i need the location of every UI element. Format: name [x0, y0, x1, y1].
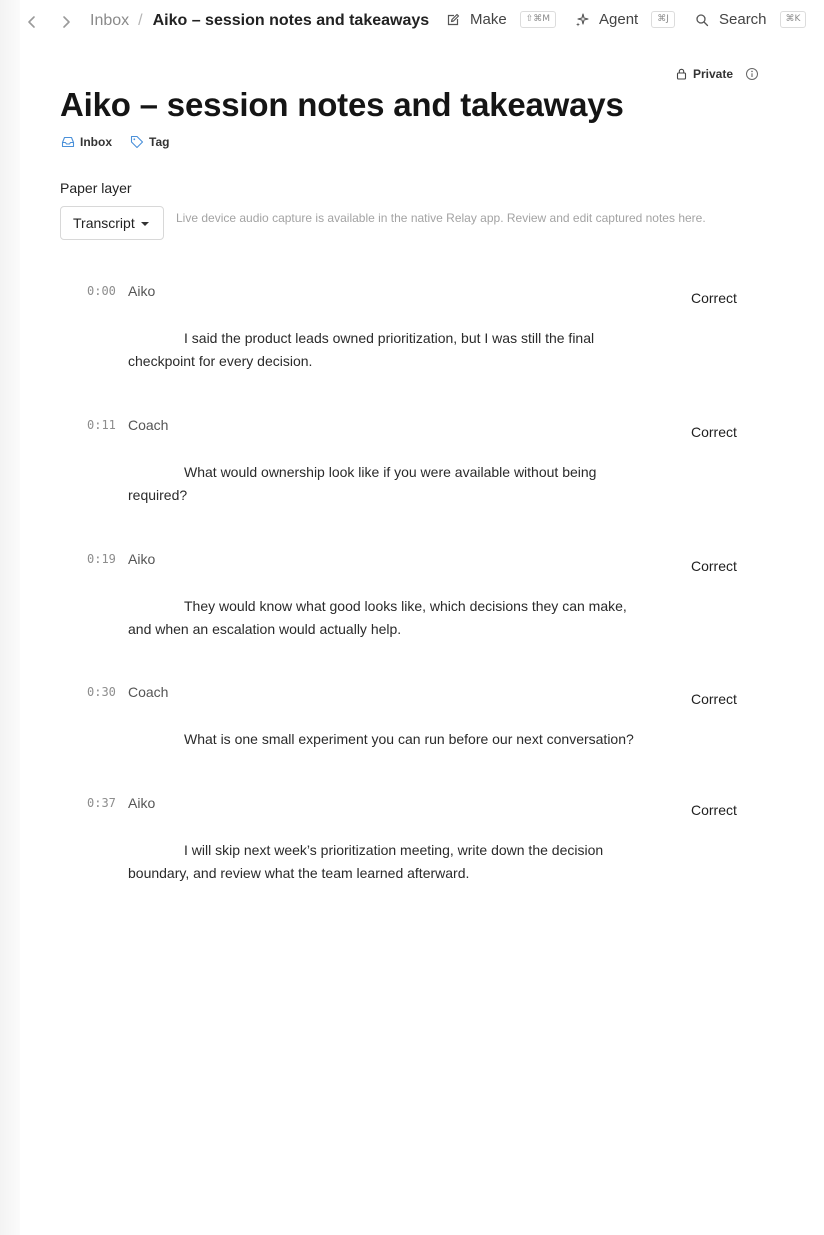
speaker-name: Aiko — [128, 551, 156, 567]
utterance-text[interactable]: What would ownership look like if you were available without being required? — [128, 464, 597, 503]
timestamp[interactable]: 0:30 — [87, 685, 116, 699]
back-button[interactable] — [22, 11, 42, 33]
location-label: Inbox — [80, 135, 112, 149]
agent-button[interactable] — [575, 11, 675, 28]
paper-layer-label: Paper layer — [60, 180, 132, 196]
agent-label: Agent — [599, 11, 639, 28]
chevron-left-icon — [25, 15, 39, 29]
tag-label: Tag — [149, 135, 170, 149]
timestamp[interactable]: 0:00 — [87, 284, 116, 298]
correct-button[interactable]: Correct — [691, 290, 737, 306]
location-inbox-chip[interactable] — [61, 135, 112, 149]
doc-meta — [61, 135, 187, 149]
speaker-name: Aiko — [128, 795, 156, 811]
paper-layer-select[interactable] — [60, 206, 164, 240]
speaker-name: Coach — [128, 417, 169, 433]
sparkle-icon — [575, 13, 589, 27]
search-shortcut: ⌘K — [780, 11, 807, 28]
make-label: Make — [470, 11, 507, 28]
search-button[interactable] — [695, 11, 806, 28]
speaker-name: Aiko — [128, 283, 156, 299]
correct-button[interactable]: Correct — [691, 424, 737, 440]
chevron-right-icon — [59, 15, 73, 29]
agent-shortcut: ⌘J — [651, 11, 675, 28]
breadcrumb-inbox-link[interactable]: Inbox — [90, 12, 130, 29]
correct-button[interactable]: Correct — [691, 558, 737, 574]
search-icon — [695, 13, 709, 27]
top-bar — [0, 0, 824, 44]
breadcrumb-current: Aiko – session notes and takeaways — [152, 12, 430, 29]
caret-down-icon — [141, 222, 149, 226]
search-label: Search — [719, 11, 767, 28]
timestamp[interactable]: 0:11 — [87, 418, 116, 432]
privacy-toggle[interactable] — [676, 67, 733, 81]
breadcrumb-separator: / — [138, 12, 143, 29]
tag-chip[interactable] — [130, 135, 169, 149]
speaker-name: Coach — [128, 684, 169, 700]
inbox-icon — [61, 135, 75, 149]
tag-icon — [130, 135, 144, 149]
utterance-text[interactable]: What is one small experiment you can run before our next conversation? — [184, 731, 634, 747]
utterance-text[interactable]: They would know what good looks like, which decisions they can make, and when an escalation would actually help. — [128, 598, 627, 637]
utterance-text[interactable]: I will skip next week’s prioritization meeting, write down the decision boundary, and review what the team learned afterward. — [128, 842, 604, 881]
make-shortcut: ⇧⌘M — [520, 11, 556, 28]
lock-icon — [676, 68, 687, 80]
left-gutter — [0, 0, 20, 1235]
privacy-label: Private — [693, 67, 734, 81]
correct-button[interactable]: Correct — [691, 691, 737, 707]
info-icon[interactable] — [745, 67, 759, 81]
edit-icon — [446, 13, 460, 27]
paper-layer-note: Live device audio capture is available in the native Relay app. Review and edit captured notes here. — [176, 211, 706, 225]
breadcrumb — [90, 12, 429, 30]
correct-button[interactable]: Correct — [691, 802, 737, 818]
utterance-text[interactable]: I said the product leads owned prioritization, but I was still the final checkpoint for every decision. — [128, 330, 595, 369]
forward-button[interactable] — [56, 11, 76, 33]
timestamp[interactable]: 0:37 — [87, 796, 116, 810]
page-title[interactable]: Aiko – session notes and takeaways — [60, 86, 624, 123]
paper-layer-selected: Transcript — [73, 215, 135, 231]
timestamp[interactable]: 0:19 — [87, 552, 116, 566]
make-button[interactable] — [446, 11, 556, 28]
